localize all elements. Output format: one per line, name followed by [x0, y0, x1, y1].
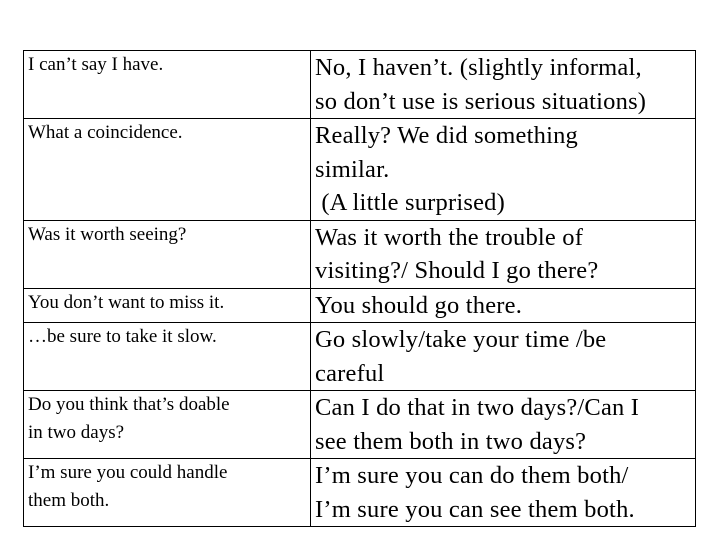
phrase-text: Do you think that’s doable — [28, 394, 230, 415]
meaning-cell — [311, 459, 696, 527]
meaning-text: similar. — [315, 155, 390, 183]
phrase-text: I can’t say I have. — [28, 54, 164, 75]
meaning-text: visiting?/ Should I go there? — [315, 257, 599, 284]
phrase-cell — [24, 288, 311, 323]
meaning-text: You should go there. — [315, 291, 523, 319]
table-row — [24, 459, 696, 527]
phrase-text: Was it worth seeing? — [28, 223, 187, 245]
meaning-text: Can I do that in two days?/Can I — [315, 394, 640, 421]
meaning-text: Really? We did something — [315, 122, 578, 149]
phrase-cell — [24, 51, 311, 119]
phrase-text: …be sure to take it slow. — [28, 326, 217, 347]
meaning-cell — [311, 323, 696, 391]
meaning-text: so don’t use is serious situations) — [315, 87, 647, 115]
table-row — [24, 51, 696, 119]
meaning-text: Was it worth the trouble of — [315, 223, 584, 251]
phrase-cell — [24, 119, 311, 221]
table-row — [24, 288, 696, 323]
meaning-cell — [311, 51, 696, 119]
table-row — [24, 220, 696, 288]
meaning-text: I’m sure you can do them both/ — [315, 462, 629, 489]
table-row — [24, 391, 696, 459]
meaning-text: see them both in two days? — [315, 427, 587, 455]
phrase-cell — [24, 220, 311, 288]
meaning-text: (A little surprised) — [315, 189, 505, 216]
meaning-cell — [311, 220, 696, 288]
meaning-text: I’m sure you can see them both. — [315, 495, 635, 523]
meaning-text: Go slowly/take your time /be — [315, 326, 607, 353]
meaning-text: careful — [315, 359, 385, 387]
meaning-text: No, I haven’t. (slightly informal, — [315, 54, 642, 81]
phrase-text: You don’t want to miss it. — [28, 291, 225, 313]
phrase-text: them both. — [28, 490, 110, 511]
phrase-cell — [24, 323, 311, 391]
table-row — [24, 119, 696, 221]
meaning-cell — [311, 391, 696, 459]
phrase-table — [23, 50, 696, 527]
phrase-text: What a coincidence. — [28, 122, 183, 143]
phrase-text: I’m sure you could handle — [28, 462, 228, 483]
phrase-cell — [24, 459, 311, 527]
phrase-cell — [24, 391, 311, 459]
phrase-text: in two days? — [28, 422, 125, 443]
table-row — [24, 323, 696, 391]
meaning-cell — [311, 288, 696, 323]
meaning-cell — [311, 119, 696, 221]
